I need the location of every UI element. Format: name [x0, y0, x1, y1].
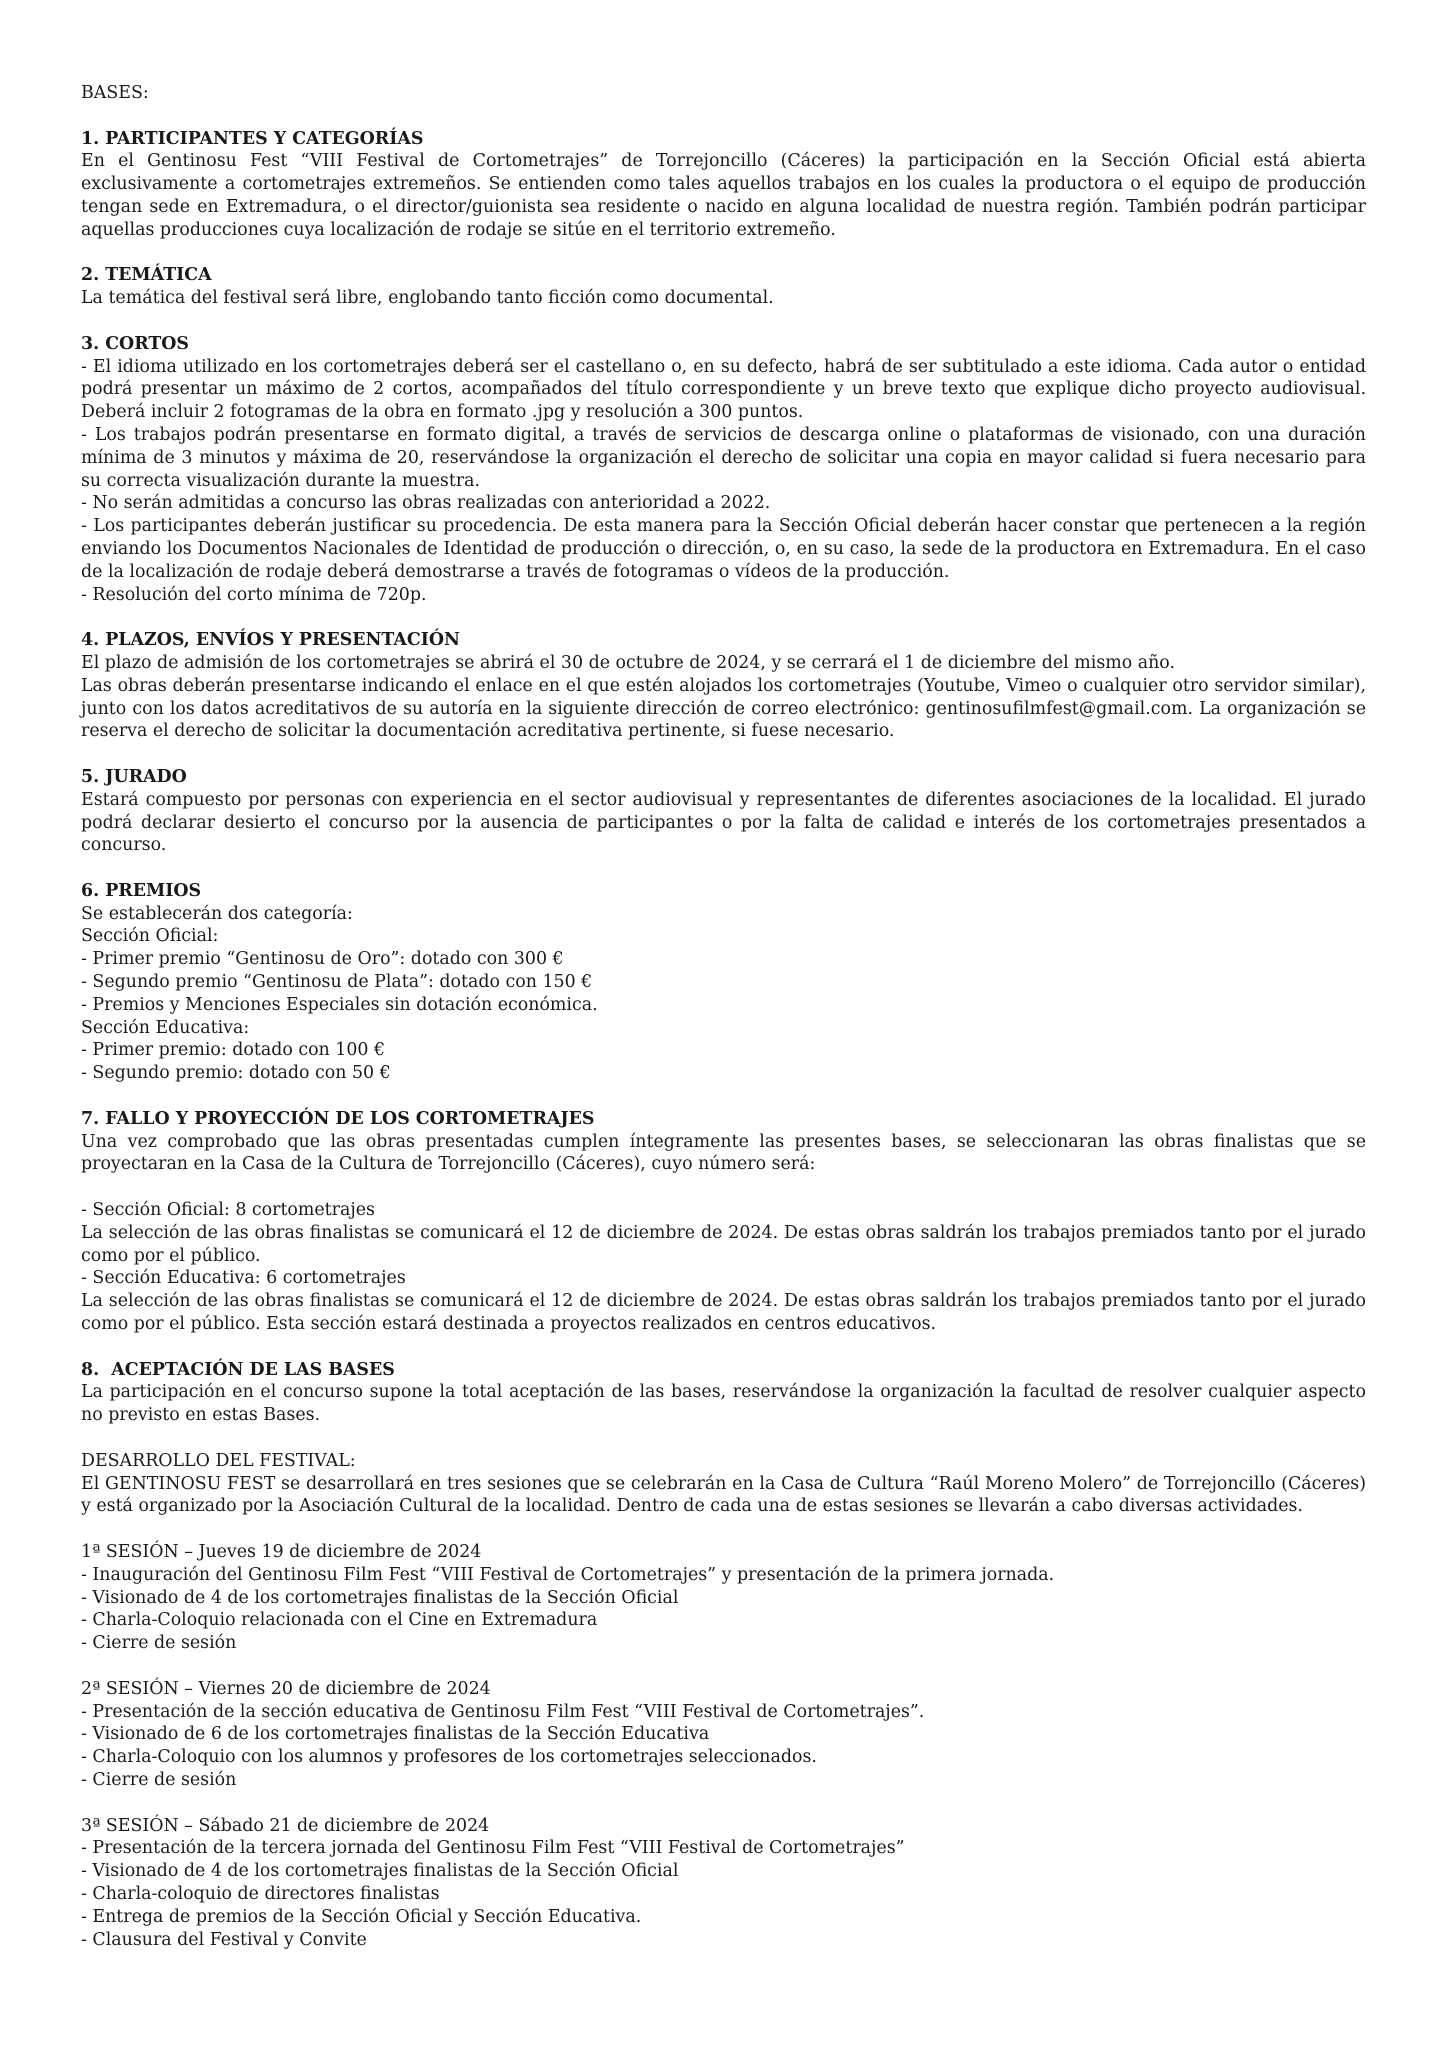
- fallo-oficial-body: La selección de las obras finalistas se comunicará el 12 de diciembre de 2024. De estas obras saldrán los trabajos premiados tanto por el jurado como por el público.: [81, 1222, 1366, 1266]
- spacer: [81, 1655, 1366, 1678]
- sesion-item: - Cierre de sesión: [81, 1769, 237, 1790]
- premios-line: Sección Educativa:: [81, 1017, 250, 1038]
- sesion-item: - Visionado de 4 de los cortometrajes finalistas de la Sección Oficial: [81, 1587, 679, 1608]
- sesion-item: - Visionado de 4 de los cortometrajes finalistas de la Sección Oficial: [81, 1861, 679, 1882]
- premios-line: Se establecerán dos categoría:: [81, 903, 353, 924]
- fallo-educativa-label: - Sección Educativa: 6 cortometrajes: [81, 1268, 406, 1289]
- section-body: La temática del festival será libre, englobando tanto ficción como documental.: [81, 288, 774, 309]
- sesion-item: - Charla-Coloquio relacionada con el Cine en Extremadura: [81, 1610, 598, 1631]
- section-paragraph: - No serán admitidas a concurso las obras realizadas con anterioridad a 2022.: [81, 493, 771, 514]
- section-participantes: [81, 128, 1366, 242]
- section-paragraph: Las obras deberán presentarse indicando el enlace en el que estén alojados los cortometrajes (Youtube, Vimeo o cualquier otro servidor similar), junto con los datos acreditativos de su autoría en la siguiente dirección de correo electrónico: gentinosufilmfest@gmail.com. La organización se reserva el derecho de solicitar la documentación acreditativa pertinente, si fuese necesario.: [81, 675, 1366, 742]
- section-body: Estará compuesto por personas con experiencia en el sector audiovisual y representantes de diferentes asociaciones de la localidad. El jurado podrá declarar desierto el concurso por la ausencia de participantes o por la falta de calidad e interés de los cortometrajes presentados a concurso.: [81, 789, 1366, 856]
- section-heading: 6. PREMIOS: [81, 880, 202, 901]
- premios-line: - Segundo premio: dotado con 50 €: [81, 1063, 391, 1084]
- spacer: [81, 1427, 1366, 1450]
- sesion-item: - Charla-Coloquio con los alumnos y profesores de los cortometrajes seleccionados.: [81, 1747, 817, 1768]
- section-paragraph: - El idioma utilizado en los cortometrajes deberá ser el castellano o, en su defecto, habrá de ser subtitulado a este idioma. Cada autor o entidad podrá presentar un máximo de 2 cortos, acompañados del título correspondiente y un breve texto que explique dicho proyecto audiovisual. Deberá incluir 2 fotogramas de la obra en formato .jpg y resolución a 300 puntos.: [81, 356, 1366, 423]
- section-heading: 1. PARTICIPANTES Y CATEGORÍAS: [81, 128, 424, 149]
- section-plazos: [81, 629, 1366, 743]
- spacer: [81, 105, 1366, 128]
- section-heading: 5. JURADO: [81, 766, 187, 787]
- spacer: [81, 1085, 1366, 1108]
- sesion-title: 2ª SESIÓN – Viernes 20 de diciembre de 2024: [81, 1678, 491, 1699]
- premios-line: - Premios y Menciones Especiales sin dotación económica.: [81, 994, 598, 1015]
- sesion-item: - Visionado de 6 de los cortometrajes finalistas de la Sección Educativa: [81, 1724, 710, 1745]
- sesion-item: - Cierre de sesión: [81, 1633, 237, 1654]
- section-heading: 4. PLAZOS, ENVÍOS Y PRESENTACIÓN: [81, 630, 460, 651]
- sesion-1: [81, 1541, 1366, 1655]
- sesion-item: - Entrega de premios de la Sección Oficial y Sección Educativa.: [81, 1906, 642, 1927]
- spacer: [81, 743, 1366, 766]
- section-heading: 8. ACEPTACIÓN DE LAS BASES: [81, 1359, 395, 1380]
- section-premios: [81, 880, 1366, 1085]
- sesion-title: 1ª SESIÓN – Jueves 19 de diciembre de 2024: [81, 1542, 482, 1562]
- spacer: [81, 310, 1366, 333]
- premios-line: - Segundo premio “Gentinosu de Plata”: dotado con 150 €: [81, 972, 593, 993]
- section-body: La participación en el concurso supone la total aceptación de las bases, reservándose la organización la facultad de resolver cualquier aspecto no previsto en estas Bases.: [81, 1382, 1366, 1426]
- section-cortos: [81, 333, 1366, 607]
- section-heading: 7. FALLO Y PROYECCIÓN DE LOS CORTOMETRAJES: [81, 1108, 595, 1129]
- section-heading: 2. TEMÁTICA: [81, 265, 212, 286]
- spacer: [81, 1176, 1366, 1199]
- sesion-item: - Clausura del Festival y Convite: [81, 1929, 367, 1950]
- sesion-item: - Presentación de la tercera jornada del Gentinosu Film Fest “VIII Festival de Cortometrajes”: [81, 1838, 905, 1859]
- section-paragraph: - Los participantes deberán justificar su procedencia. De esta manera para la Sección Oficial deberán hacer constar que pertenecen a la región enviando los Documentos Nacionales de Identidad de producción o dirección, o, en su caso, la sede de la productora en Extremadura. En el caso de la localización de rodaje deberá demostrarse a través de fotogramas o vídeos de la producción.: [81, 516, 1366, 582]
- premios-line: Sección Oficial:: [81, 926, 219, 947]
- spacer: [81, 857, 1366, 880]
- sesion-item: - Presentación de la sección educativa de Gentinosu Film Fest “VIII Festival de Cortometrajes”.: [81, 1701, 925, 1722]
- section-paragraph: Una vez comprobado que las obras presentadas cumplen íntegramente las presentes bases, se seleccionaran las obras finalistas que se proyectaran en la Casa de la Cultura de Torrejoncillo (Cáceres), cuyo número será:: [81, 1131, 1366, 1175]
- desarrollo-title: DESARROLLO DEL FESTIVAL:: [81, 1450, 356, 1471]
- section-jurado: [81, 766, 1366, 857]
- section-heading: 3. CORTOS: [81, 333, 189, 354]
- spacer: [81, 1336, 1366, 1359]
- section-desarrollo: [81, 1450, 1366, 1518]
- section-aceptacion: [81, 1359, 1366, 1427]
- section-paragraph: - Resolución del corto mínima de 720p.: [81, 584, 427, 605]
- premios-line: - Primer premio “Gentinosu de Oro”: dotado con 300 €: [81, 949, 564, 970]
- sesion-2: [81, 1678, 1366, 1792]
- sesion-item: - Charla-coloquio de directores finalistas: [81, 1883, 440, 1904]
- bases-title: BASES:: [81, 83, 149, 103]
- sesion-item: - Inauguración del Gentinosu Film Fest “VIII Festival de Cortometrajes” y presentación de la primera jornada.: [81, 1564, 1055, 1585]
- premios-line: - Primer premio: dotado con 100 €: [81, 1040, 386, 1061]
- sesion-title: 3ª SESIÓN – Sábado 21 de diciembre de 2024: [81, 1815, 490, 1836]
- fallo-educativa-body: La selección de las obras finalistas se comunicará el 12 de diciembre de 2024. De estas obras saldrán los trabajos premiados tanto por el jurado como por el público. Esta sección estará destinada a proyectos realizados en centros educativos.: [81, 1291, 1366, 1335]
- section-body: En el Gentinosu Fest “VIII Festival de Cortometrajes” de Torrejoncillo (Cáceres) la participación en la Sección Oficial está abierta exclusivamente a cortometrajes extremeños. Se entienden como tales aquellos trabajos en los cuales la productora o el equipo de producción tengan sede en Extremadura, o el director/guionista sea residente o nacido en alguna localidad de nuestra región. También podrán participar aquellas producciones cuya localización de rodaje se sitúe en el territorio extremeño.: [81, 151, 1366, 240]
- spacer: [81, 1792, 1366, 1815]
- spacer: [81, 606, 1366, 629]
- section-fallo: [81, 1108, 1366, 1336]
- section-paragraph: El plazo de admisión de los cortometrajes se abrirá el 30 de octubre de 2024, y se cerrará el 1 de diciembre del mismo año.: [81, 652, 1175, 673]
- sesion-3: [81, 1815, 1366, 1952]
- section-paragraph: - Los trabajos podrán presentarse en formato digital, a través de servicios de descarga online o plataformas de visionado, con una duración mínima de 3 minutos y máxima de 20, reservándose la organización el derecho de solicitar una copia en mayor calidad si fuera necesario para su correcta visualización durante la muestra.: [81, 424, 1366, 491]
- desarrollo-body: El GENTINOSU FEST se desarrollará en tres sesiones que se celebrarán en la Casa de Cultura “Raúl Moreno Molero” de Torrejoncillo (Cáceres) y está organizado por la Asociación Cultural de la localidad. Dentro de cada una de estas sesiones se llevarán a cabo diversas actividades.: [81, 1473, 1366, 1517]
- section-tematica: [81, 264, 1366, 310]
- spacer: [81, 242, 1366, 265]
- fallo-oficial-label: - Sección Oficial: 8 cortometrajes: [81, 1200, 375, 1221]
- spacer: [81, 1518, 1366, 1541]
